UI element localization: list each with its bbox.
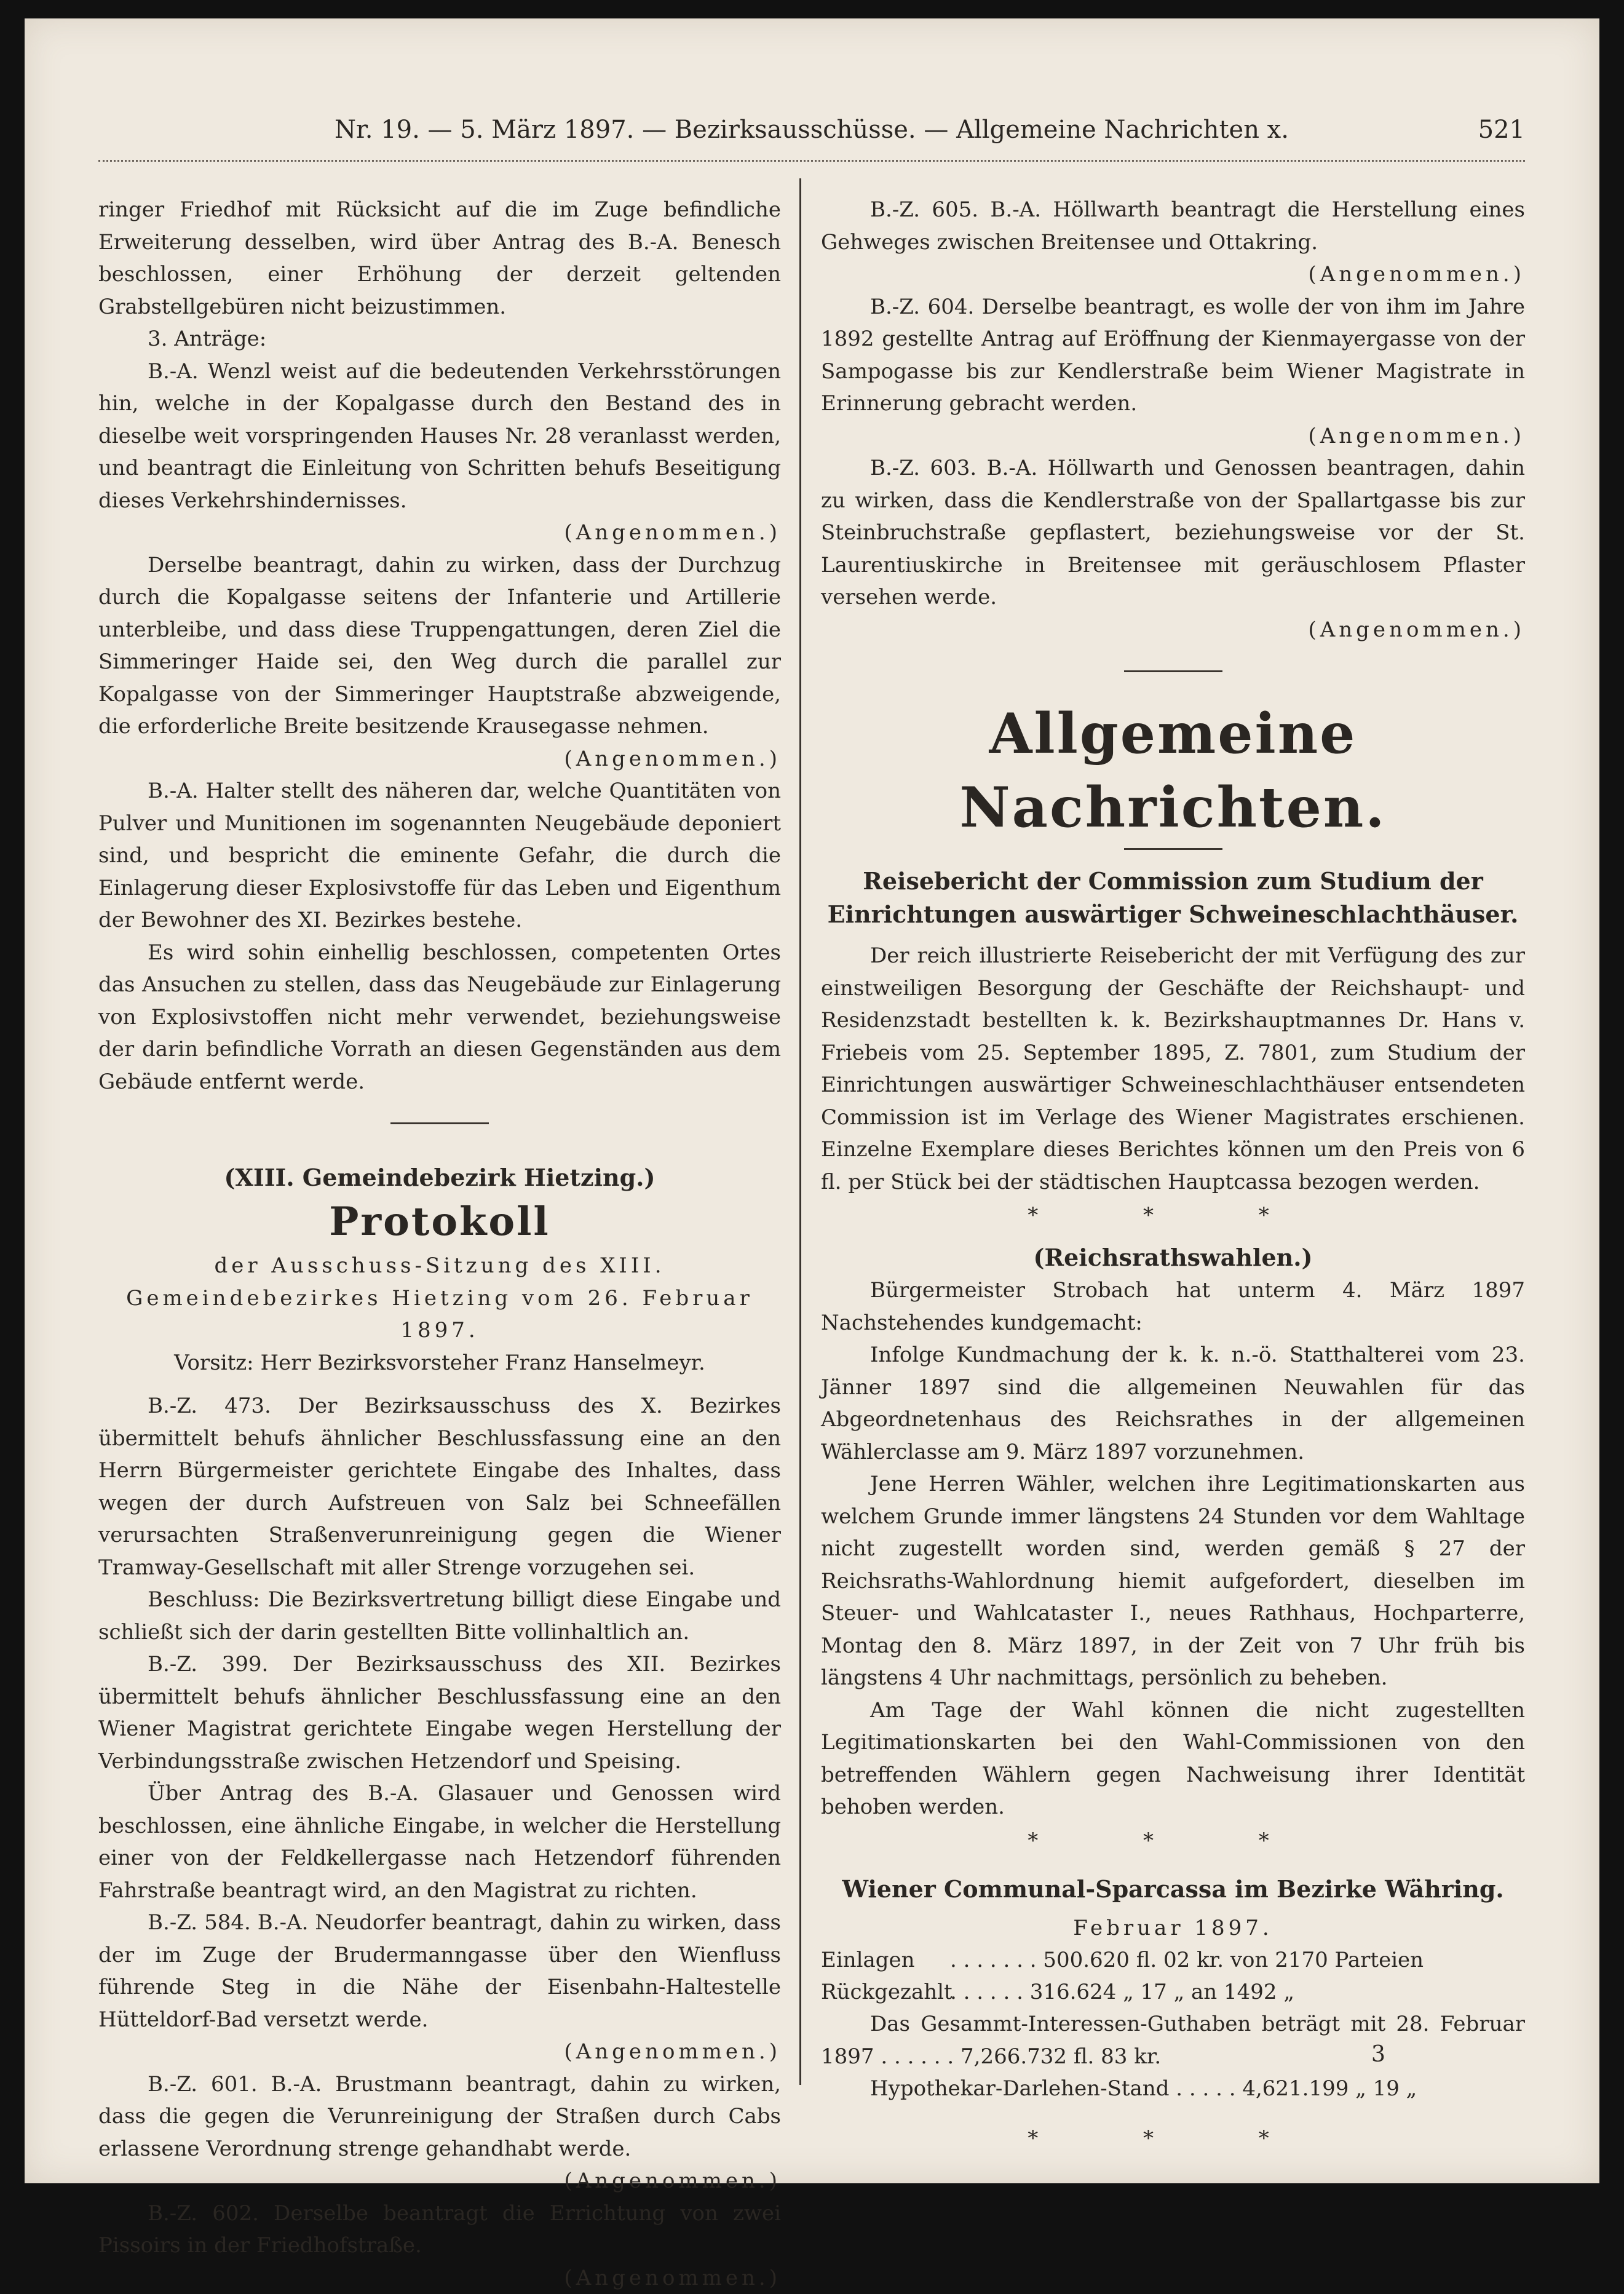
section-rule bbox=[1124, 670, 1222, 672]
paragraph: Am Tage der Wahl können die nicht zugestellten Legitimationskarten bei den Wahl-Commissionen von den betreffenden Wählern gegen Nachweisung ihrer Identität behoben werden. bbox=[821, 1694, 1525, 1824]
header-rule bbox=[98, 160, 1525, 167]
column-divider bbox=[799, 178, 801, 2085]
section-heading-reisebericht: Reisebericht der Commission zum Studium der Einrichtungen auswärtiger Schweineschlachthäuser. bbox=[821, 865, 1525, 931]
main-title: Allgemeine Nachrichten. bbox=[821, 697, 1525, 844]
paragraph: Derselbe beantragt, dahin zu wirken, dass der Durchzug durch die Kopalgasse seitens der Infanterie und Artillerie unterbleibe, und dass diese Truppengattungen, deren Ziel die Simmeringer Haide sei, den Weg durch die parallel zur Kopalgasse von der Simmeringer Hauptstraße abzweigende, die erforderliche Breite besitzende Krausegasse nehmen. bbox=[98, 549, 781, 743]
page-header bbox=[98, 111, 1525, 148]
paragraph: B.-Z. 584. B.-A. Neudorfer beantragt, dahin zu wirken, dass der im Zuge der Brudermanngasse über den Wienfluss führende Steg in die Nähe der Eisenbahn-Haltestelle Hütteldorf-Bad versetzt werde. bbox=[98, 1907, 781, 2036]
district-heading: (XIII. Gemeindebezirk Hietzing.) bbox=[98, 1161, 781, 1194]
month-line: Februar 1897. bbox=[821, 1912, 1525, 1945]
section-heading-reichsrathswahlen: (Reichsrathswahlen.) bbox=[821, 1241, 1525, 1274]
stars-divider: * * * bbox=[821, 1198, 1525, 1232]
stars-divider: * * * bbox=[821, 2121, 1525, 2156]
status-note: (Angenommen.) bbox=[821, 258, 1525, 291]
table-row: Hypothekar-Darlehen-Stand . . . . . 4,621.199 „ 19 „ bbox=[821, 2073, 1525, 2105]
section-rule bbox=[390, 1122, 489, 1124]
paragraph: Es wird sohin einhellig beschlossen, competenten Ortes das Ansuchen zu stellen, dass das Neugebäude zur Einlagerung von Explosivstoffen nicht mehr verwendet, beziehungsweise der darin befindliche Vorrath an diesen Gegenständen aus dem Gebäude entfernt werde. bbox=[98, 937, 781, 1098]
paragraph: Bürgermeister Strobach hat unterm 4. März 1897 Nachstehendes kundgemacht: bbox=[821, 1274, 1525, 1339]
paragraph: B.-Z. 604. Derselbe beantragt, es wolle der von ihm im Jahre 1892 gestellte Antrag auf Eröffnung der Kienmayergasse von der Sampogasse bis zur Kendlerstraße beim Wiener Magistrate in Erinnerung gebracht werden. bbox=[821, 291, 1525, 420]
sheet-number: 3 bbox=[1371, 2042, 1385, 2067]
table-row: Das Gesammt-Interessen-Guthaben beträgt mit 28. Februar 1897 . . . . . . 7,266.732 fl. 83 kr. bbox=[821, 2008, 1525, 2073]
paragraph: Beschluss: Die Bezirksvertretung billigt diese Eingabe und schließt sich der darin gestellten Bitte vollinhaltlich an. bbox=[98, 1584, 781, 1648]
paragraph: ringer Friedhof mit Rücksicht auf die im Zuge befindliche Erweiterung desselben, wird über Antrag des B.-A. Benesch beschlossen, einer Erhöhung der derzeit geltenden Grabstellgebüren nicht beizustimmen. bbox=[98, 194, 781, 323]
table-row bbox=[821, 1976, 1525, 2008]
paragraph: B.-Z. 601. B.-A. Brustmann beantragt, dahin zu wirken, dass die gegen die Verunreinigung der Straßen durch Cabs erlassene Verordnung strenge gehandhabt werde. bbox=[98, 2068, 781, 2165]
status-note: (Angenommen.) bbox=[98, 2036, 781, 2068]
row-label: Einlagen bbox=[821, 1944, 950, 1976]
paragraph: B.-Z. 399. Der Bezirksausschuss des XII. Bezirkes übermittelt behufs ähnlicher Beschlussfassung eine an den Wiener Magistrat gerichtete Eingabe wegen Herstellung der Verbindungsstraße zwischen Hetzendorf und Speising. bbox=[98, 1648, 781, 1777]
row-value: . . . . . . 316.624 „ 17 „ an 1492 „ bbox=[950, 1976, 1294, 2008]
running-title: Nr. 19. — 5. März 1897. — Bezirksausschüsse. — Allgemeine Nachrichten x. bbox=[98, 116, 1525, 144]
paragraph: B.-Z. 473. Der Bezirksausschuss des X. Bezirkes übermittelt behufs ähnlicher Beschlussfassung eine an den Herrn Bürgermeister gerichtete Eingabe des Inhaltes, dass wegen der durch Aufstreuen von Salz bei Schneefällen verursachten Straßenverunreinigung gegen die Wiener Tramway-Gesellschaft mit aller Strenge vorzugehen sei. bbox=[98, 1390, 781, 1584]
paragraph: Infolge Kundmachung der k. k. n.-ö. Statthalterei vom 23. Jänner 1897 sind die allgemeinen Neuwahlen für das Abgeordnetenhaus des Reichsrathes in der allgemeinen Wählerclasse am 9. März 1897 vorzunehmen. bbox=[821, 1339, 1525, 1468]
paragraph: B.-Z. 602. Derselbe beantragt die Errichtung von zwei Pissoirs in der Friedhofstraße. bbox=[98, 2197, 781, 2262]
stars-divider: * * * bbox=[821, 1824, 1525, 1858]
page-number: 521 bbox=[1478, 116, 1525, 144]
paragraph: Jene Herren Wähler, welchen ihre Legitimationskarten aus welchem Grunde immer längstens 24 Stunden vor dem Wahltage nicht zugestellt worden sind, werden gemäß § 27 der Reichsraths-Wahlordnung hiemit aufgefordert, dieselben im Steuer- und Wahlcataster I., neues Rathhaus, Hochparterre, Montag den 8. März 1897, in der Zeit von 7 Uhr früh bis längstens 4 Uhr nachmittags, persönlich zu beheben. bbox=[821, 1468, 1525, 1694]
section-heading-sparcassa: Wiener Communal-Sparcassa im Bezirke Währing. bbox=[821, 1873, 1525, 1906]
paragraph: Der reich illustrierte Reisebericht der mit Verfügung des zur einstweiligen Besorgung der Geschäfte der Reichshaupt- und Residenzstadt bestellten k. k. Bezirkshauptmannes Dr. Hans v. Friebeis vom 25. September 1895, Z. 7801, zum Studium der Einrichtungen auswärtiger Schweineschlachthäuser entsendeten Commission ist im Verlage des Wiener Magistrates erschienen. Einzelne Exemplare dieses Berichtes können um den Preis von 6 fl. per Stück bei der städtischen Hauptcassa bezogen werden. bbox=[821, 940, 1525, 1198]
paragraph: B.-Z. 603. B.-A. Höllwarth und Genossen beantragen, dahin zu wirken, dass die Kendlerstraße von der Spallartgasse bis zur Steinbruchstraße gepflastert, beziehungsweise vor der St. Laurentiuskirche in Breitensee mit geräuschlosem Pflaster versehen werde. bbox=[821, 452, 1525, 614]
status-note: (Angenommen.) bbox=[98, 743, 781, 776]
paragraph: B.-A. Wenzl weist auf die bedeutenden Verkehrsstörungen hin, welche in der Kopalgasse durch den Bestand des in dieselbe weit vorspringenden Hauses Nr. 28 veranlasst werden, und beantragt die Einleitung von Schritten behufs Beseitigung dieses Verkehrshindernisses. bbox=[98, 355, 781, 517]
status-note: (Angenommen.) bbox=[98, 2165, 781, 2197]
vorsitz-line: Vorsitz: Herr Bezirksvorsteher Franz Hanselmeyr. bbox=[98, 1347, 781, 1379]
protokoll-title: Protokoll bbox=[98, 1194, 781, 1250]
row-value: . . . . . . . 500.620 fl. 02 kr. von 2170 Parteien bbox=[950, 1944, 1424, 1976]
left-column bbox=[98, 194, 781, 2294]
status-note: (Angenommen.) bbox=[98, 517, 781, 549]
paragraph: 3. Anträge: bbox=[98, 323, 781, 355]
table-row bbox=[821, 1944, 1525, 1976]
title-rule bbox=[1124, 848, 1222, 850]
paragraph: Über Antrag des B.-A. Glasauer und Genossen wird beschlossen, eine ähnliche Eingabe, in welcher die Herstellung einer von der Feldkellergasse nach Hetzendorf führenden Fahrstraße beantragt wird, an den Magistrat zu richten. bbox=[98, 1777, 781, 1907]
session-line: der Ausschuss-Sitzung des XIII. Gemeindebezirkes Hietzing vom 26. Februar 1897. bbox=[98, 1250, 781, 1347]
status-note: (Angenommen.) bbox=[98, 2262, 781, 2294]
status-note: (Angenommen.) bbox=[821, 614, 1525, 646]
row-label: Rückgezahlt bbox=[821, 1976, 950, 2008]
right-column bbox=[821, 194, 1525, 2156]
status-note: (Angenommen.) bbox=[821, 420, 1525, 453]
paragraph: B.-A. Halter stellt des näheren dar, welche Quantitäten von Pulver und Munitionen im sogenannten Neugebäude deponiert sind, und bespricht die eminente Gefahr, die durch die Einlagerung dieser Explosivstoffe für das Leben und Eigenthum der Bewohner des XI. Bezirkes bestehe. bbox=[98, 775, 781, 937]
paragraph: B.-Z. 605. B.-A. Höllwarth beantragt die Herstellung eines Gehweges zwischen Breitensee und Ottakring. bbox=[821, 194, 1525, 258]
newspaper-page bbox=[25, 18, 1599, 2183]
